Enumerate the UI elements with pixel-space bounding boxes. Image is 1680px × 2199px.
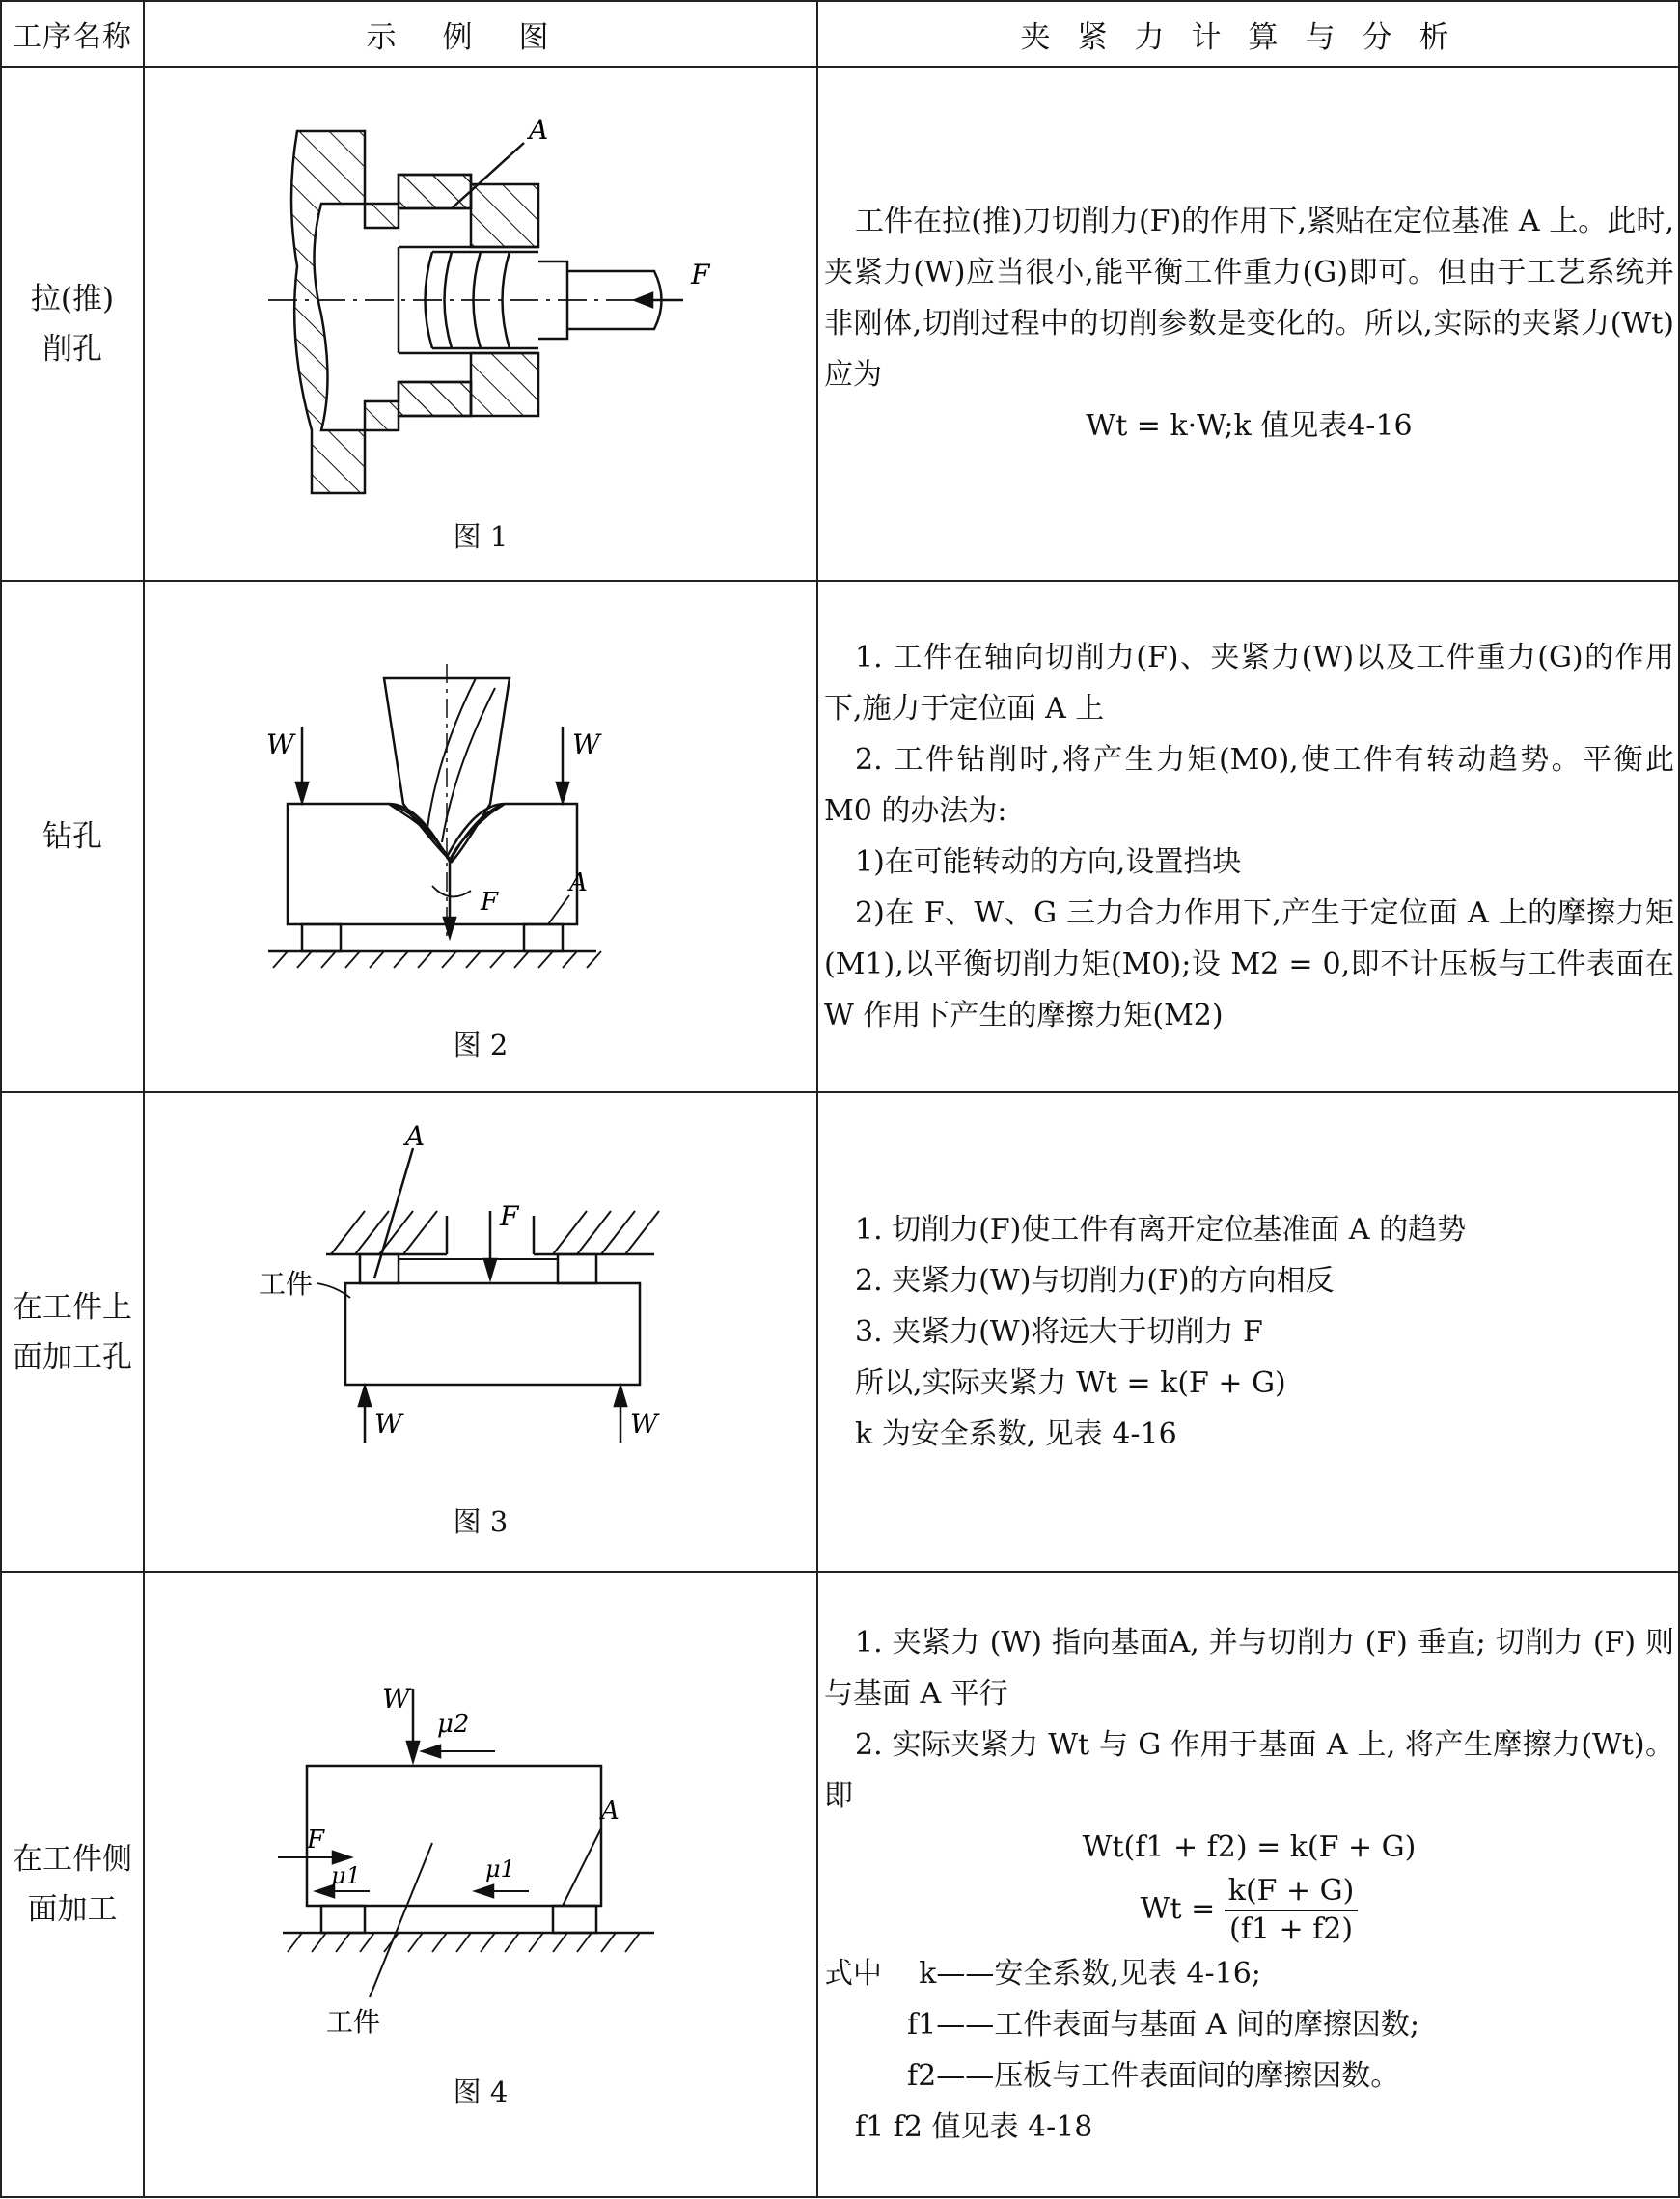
svg-text:F: F (481, 887, 499, 917)
process-name: 钻孔 (1, 581, 144, 1092)
label-f: F (691, 259, 710, 290)
svg-text:F: F (307, 1825, 325, 1855)
svg-text:F: F (500, 1200, 519, 1232)
analysis-cell: 1. 工件在轴向切削力(F)、夹紧力(W)以及工件重力(G)的作用下,施力于定位面 A 上 2. 工件钻削时,将产生力矩(M0),使工件有转动趋势。平衡此 M0 的办法为: 1)在可能转动的方向,设置挡块 2)在 F、W、G 三力合力作用下,产生于定位面 A 上的摩擦力矩(M1),以平衡切削力矩(M0);设 M2 = 0,即不计压板与工件表面在 W 作用下产生的摩擦力矩(M2) (817, 581, 1679, 1092)
svg-text:W: W (266, 728, 294, 760)
broaching-figure (230, 93, 731, 498)
formula: Wt = k·W;k 值见表4-16 (1086, 409, 1413, 443)
header-clamping-analysis: 夹紧力计算与分析 (817, 1, 1679, 67)
svg-text:μ1: μ1 (331, 1861, 361, 1889)
svg-text:W: W (630, 1408, 658, 1440)
figure-cell (144, 1092, 817, 1572)
figure-cell (144, 1572, 817, 2197)
svg-text:工件: 工件 (326, 2005, 381, 2038)
table-row (1, 1092, 1679, 1572)
figure-cell (144, 67, 817, 581)
side-machining-figure (230, 1660, 731, 2065)
svg-text:A: A (569, 867, 588, 897)
process-name: 拉(推) 削孔 (1, 67, 144, 581)
figure-caption: 图 1 (453, 520, 509, 553)
svg-text:W: W (572, 728, 600, 760)
header-example-figure: 示例图 (144, 1, 817, 67)
svg-text:W: W (382, 1682, 410, 1715)
top-drilling-figure (230, 1124, 731, 1491)
svg-text:W: W (374, 1408, 402, 1440)
formula: Wt(f1 + f2) = k(F + G) (1082, 1829, 1417, 1864)
svg-text:μ1: μ1 (485, 1855, 515, 1883)
analysis-cell: 1. 切削力(F)使工件有离开定位基准面 A 的趋势 2. 夹紧力(W)与切削力(F)的方向相反 3. 夹紧力(W)将远大于切削力 F 所以,实际夹紧力 Wt = k(F + G) k 为安全系数, 见表 4-16 (817, 1092, 1679, 1572)
table-row (1, 1572, 1679, 2197)
analysis-cell: 工件在拉(推)刀切削力(F)的作用下,紧贴在定位基准 A 上。此时,夹紧力(W)应当很小,能平衡工件重力(G)即可。但由于工艺系统并非刚体,切削过程中的切削参数是变化的。所以,实际的夹紧力(Wt)应为 Wt = k·W;k 值见表4-16 (817, 67, 1679, 581)
svg-text:A: A (405, 1124, 426, 1152)
process-name: 在工件上 面加工孔 (1, 1092, 144, 1572)
table-row (1, 581, 1679, 1092)
svg-text:μ2: μ2 (437, 1709, 470, 1739)
figure-caption: 图 2 (453, 1028, 509, 1061)
formula-fraction: Wt = $\frac{k(F + G)}{(f1 + f2)}$ (824, 1873, 1674, 1948)
header-process-name: 工序名称 (1, 1, 144, 67)
header-row (1, 1, 1679, 67)
process-name: 在工件侧 面加工 (1, 1572, 144, 2197)
figure-caption: 图 3 (453, 1505, 509, 1538)
table-row (1, 67, 1679, 581)
figure-cell (144, 581, 817, 1092)
svg-text:A: A (601, 1796, 620, 1826)
label-a: A (529, 114, 549, 146)
svg-text:工件: 工件 (259, 1268, 314, 1300)
figure-caption: 图 4 (453, 2075, 509, 2108)
analysis-cell: 1. 夹紧力 (W) 指向基面A, 并与切削力 (F) 垂直; 切削力 (F) 则与基面 A 平行 2. 实际夹紧力 Wt 与 G 作用于基面 A 上, 将产生摩擦力(Wt)。即 Wt(f1 + f2) = k(F + G) Wt = $\frac{k(F + G)}{(f1 + f2)}$ 式中 k——安全系数,见表 4-16; f1——工件表面与基面 A 间的摩擦因数; f2——压板与工件表面间的摩擦因数。 f1 f2 值见表 4-18 (817, 1572, 1679, 2197)
drilling-figure (230, 611, 731, 1016)
